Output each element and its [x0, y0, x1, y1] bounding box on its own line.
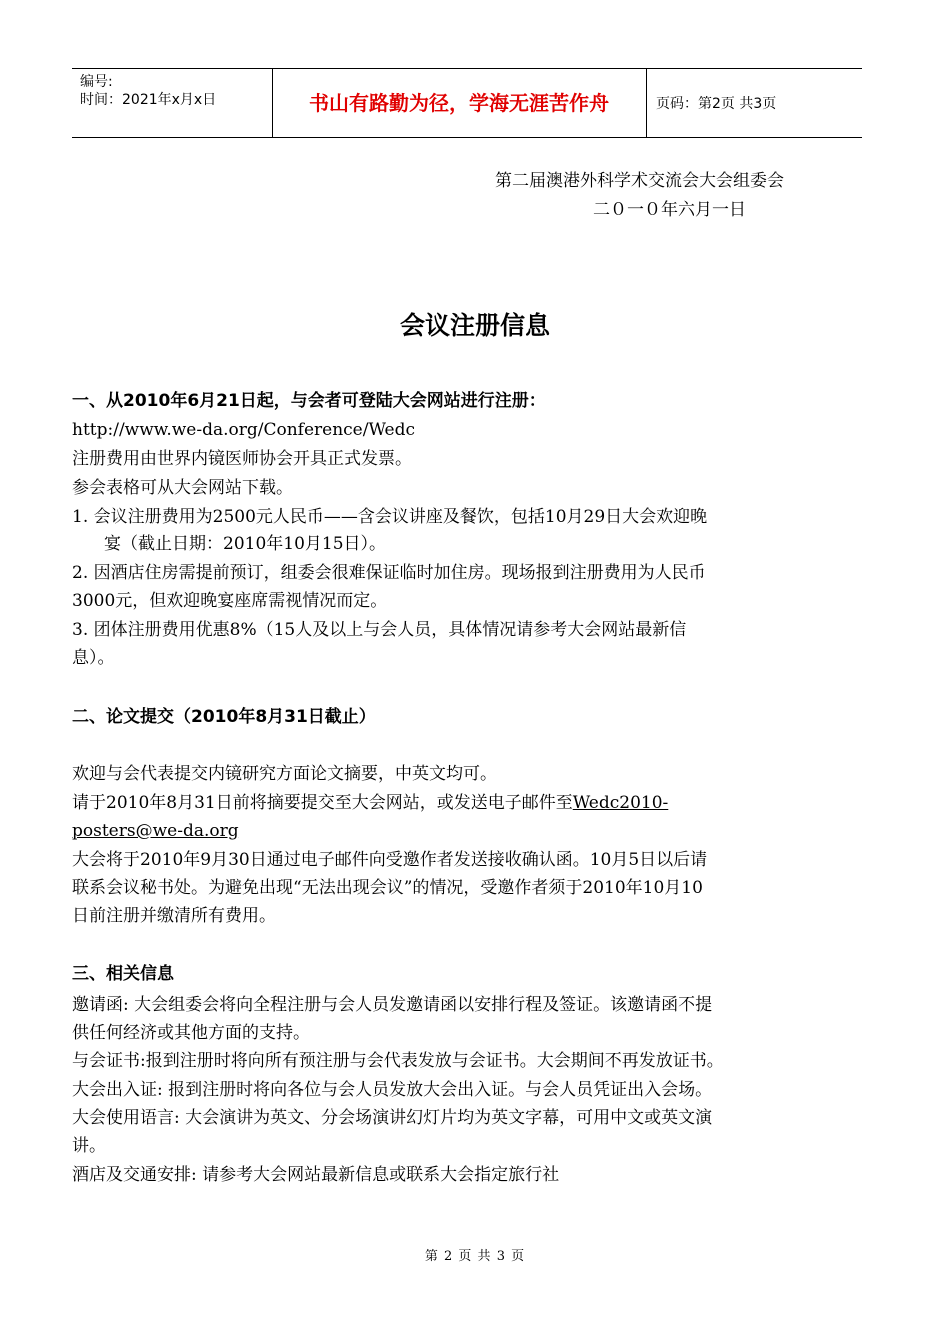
confirmation-note-end: 日前注册并缴清所有费用。	[72, 906, 276, 926]
list-item-hotel-cont: 3000元，但欢迎晚宴座席需视情况而定。	[72, 591, 388, 611]
doc-time-label: 时间：2021年x月x日	[80, 92, 217, 108]
invoice-note: 注册费用由世界内镜医师协会开具正式发票。	[72, 449, 412, 469]
header-page-number: 页码：第2页 共3页	[656, 96, 777, 112]
section3-heading: 三、相关信息	[72, 964, 174, 984]
submission-text: 请于2010年8月31日前将摘要提交至大会网站，或发送电子邮件至	[72, 793, 573, 813]
form-download-note: 参会表格可从大会网站下载。	[72, 478, 293, 498]
signature-date: 二０一０年六月一日	[593, 200, 746, 220]
list-item-group-cont: 息）。	[72, 648, 115, 668]
email-link-cont[interactable]: posters@we-da.org	[72, 821, 239, 841]
list-item-fee: 1. 会议注册费用为2500元人民币——含会议讲座及餐饮，包括10月29日大会欢迎晚	[72, 507, 708, 527]
abstract-invite: 欢迎与会代表提交内镜研究方面论文摘要，中英文均可。	[72, 764, 497, 784]
certificate-info: 与会证书:报到注册时将向所有预注册与会代表发放与会证书。大会期间不再发放证书。	[72, 1051, 724, 1071]
confirmation-note: 大会将于2010年9月30日通过电子邮件向受邀作者发送接收确认函。10月5日以后请	[72, 850, 708, 870]
confirmation-note-cont: 联系会议秘书处。为避免出现“无法出现会议”的情况，受邀作者须于2010年10月10	[72, 878, 703, 898]
section1-heading: 一、从2010年6月21日起，与会者可登陆大会网站进行注册：	[72, 391, 546, 411]
invitation-letter-info-cont: 供任何经济或其他方面的支持。	[72, 1023, 310, 1043]
registration-url[interactable]: http://www.we-da.org/Conference/Wedc	[72, 420, 416, 440]
organizer-signature: 第二届澳港外科学术交流会大会组委会	[495, 171, 784, 191]
email-link[interactable]: Wedc2010-	[572, 793, 669, 813]
list-item-fee-cont: 宴（截止日期：2010年10月15日）。	[104, 534, 387, 554]
header-motto-cell	[272, 69, 647, 137]
doc-code-label: 编号:	[80, 74, 113, 90]
travel-info: 酒店及交通安排: 请参考大会网站最新信息或联系大会指定旅行社	[72, 1165, 560, 1185]
list-item-hotel: 2. 因酒店住房需提前预订，组委会很难保证临时加住房。现场报到注册费用为人民币	[72, 563, 706, 583]
page-footer: 第 2 页 共 3 页	[424, 1249, 526, 1264]
invitation-letter-info: 邀请函: 大会组委会将向全程注册与会人员发邀请函以安排行程及签证。该邀请函不提	[72, 995, 713, 1015]
submission-instructions	[72, 792, 668, 814]
section2-heading: 二、论文提交（2010年8月31日截止）	[72, 707, 376, 727]
header-motto: 书山有路勤为径，学海无涯苦作舟	[309, 91, 609, 115]
page-header	[72, 68, 862, 138]
entry-pass-info: 大会出入证: 报到注册时将向各位与会人员发放大会出入证。与会人员凭证出入会场。	[72, 1080, 713, 1100]
document-title: 会议注册信息	[399, 311, 550, 340]
language-info: 大会使用语言: 大会演讲为英文、分会场演讲幻灯片均为英文字幕，可用中文或英文演	[72, 1108, 713, 1128]
list-item-group: 3. 团体注册费用优惠8%（15人及以上与会人员，具体情况请参考大会网站最新信	[72, 620, 687, 640]
language-info-cont: 讲。	[72, 1136, 106, 1156]
header-page-cell	[646, 69, 862, 137]
header-meta-cell	[72, 69, 273, 137]
